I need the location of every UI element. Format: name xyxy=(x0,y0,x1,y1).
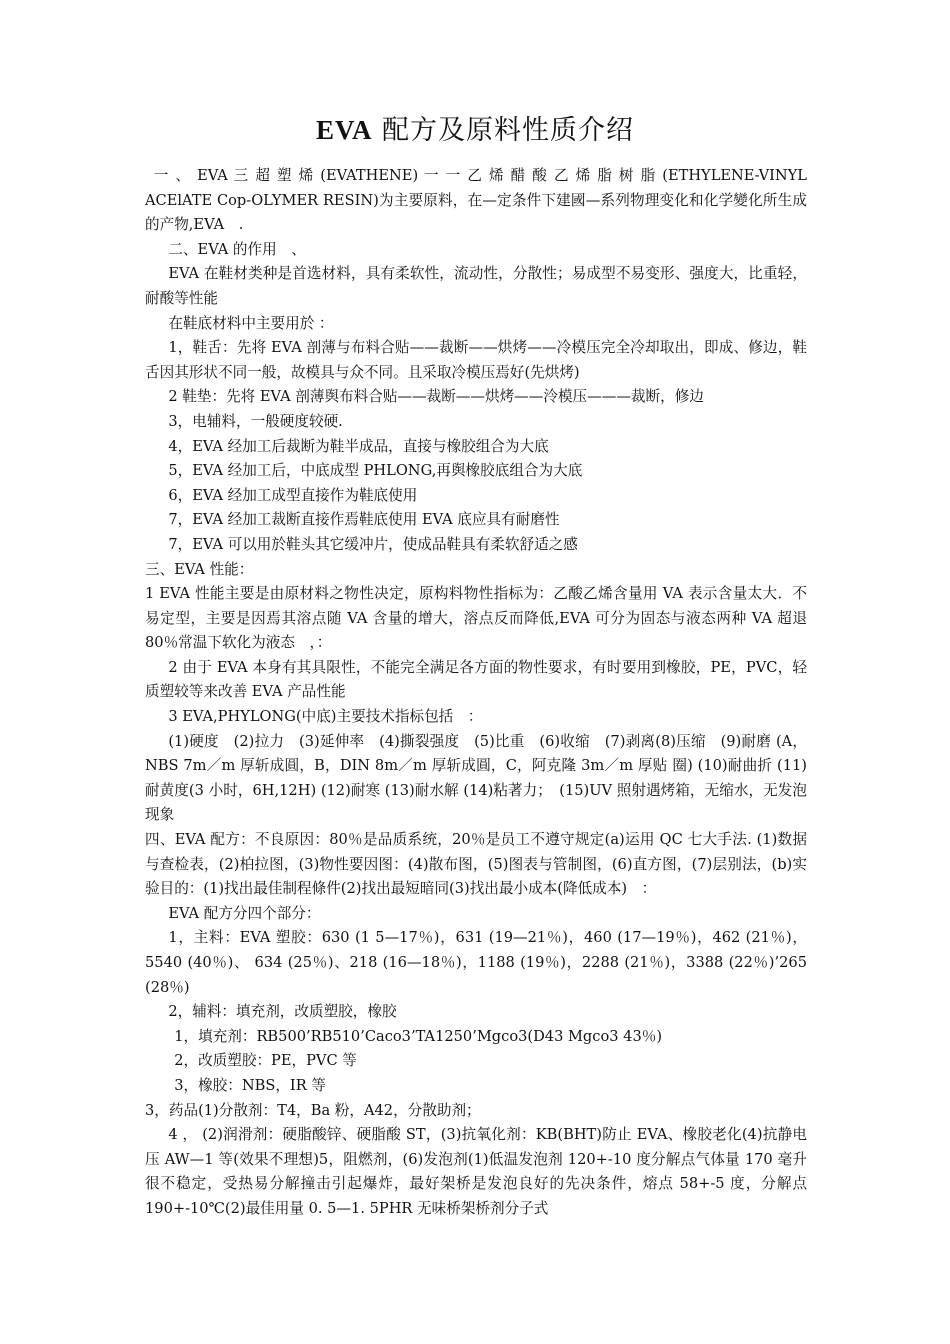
paragraph: 3 EVA,PHYLONG(中底)主要技术指标包括 ： xyxy=(168,708,483,726)
list-item: 1，主料：EVA 塑胶：630 (1 5—17％)，631 (19—21％)，460 (17—19％)，462 (21％)，5540 (40％)、 634 (25％)、218 (16—18％)，1188 (19％)，2288 (21％)，3388 (22％)’265 (28％) xyxy=(145,929,807,996)
title-lead: EVA xyxy=(315,115,373,145)
paragraph: (1)硬度 (2)拉力 (3)延伸率 (4)撕裂强度 (5)比重 (6)收缩 (7)剥离(8)压缩 (9)耐磨 (A，NBS 7m／m 厚斩成圓，B，DIN 8m／m 厚斩成圓，C，阿克隆 3m／m 厚贴 圈) (10)耐曲折 (11)耐黄度(3 小时，6H,12H) (12)耐寒 (13)耐水解 (14)粘著力； (15)UV 照射遇烤箱，无缩水，无发泡现象 xyxy=(145,732,807,824)
list-item: 7，EVA 经加工裁断直接作焉鞋底使用 EVA 底应具有耐磨性 xyxy=(168,511,560,529)
title-rest: 配方及原料性质介绍 xyxy=(372,115,635,146)
paragraph: 2 由于 EVA 本身有其具限性，不能完全满足各方面的物性要求，有时要用到橡胶，PE，PVC，轻质塑较等来改善 EVA 产品性能 xyxy=(145,658,807,701)
list-item: 3，药品(1)分散剂：T4，Ba 粉，A42，分散助剂； xyxy=(145,1101,481,1119)
list-item: 2，辅料：填充剂，改质塑胶，橡胶 xyxy=(168,1003,397,1021)
section-heading: 四、EVA 配方：不良原因：80％是品质系统，20％是员工不遵守规定(a)运用 QC 七大手法. (1)数据与查检表，(2)柏拉图，(3)物性要因图：(4)散布图，(5)图表与管制图，(6)直方图，(7)层别法，(b)实验目的：(1)找出最佳制程條件(2)找出最短暗同(3)找出最小成本(降低成本) ： xyxy=(145,831,807,898)
list-item: 7，EVA 可以用於鞋头其它缓冲片，使成品鞋具有柔软舒适之感 xyxy=(168,535,578,553)
section-heading: 三、EVA 性能： xyxy=(145,560,254,578)
paragraph: 4 ， (2)润滑剂：硬脂酸锌、硬脂酸 ST，(3)抗氧化剂：KB(BHT)防止 EVA、橡胶老化(4)抗静电压 AW—1 等(效果不理想)5，阻燃剂，(6)发泡剂(1)低温发泡剂 120+-10 度分解点气体量 170 毫升很不稳定，受热易分解撞击引起爆炸，最好架桥是发泡良好的先决条件，熔点 58+-5 度，分解点 190+-10℃(2)最佳用量 0. 5—1. 5PHR 无味桥架桥剂分子式 xyxy=(145,1126,807,1217)
list-item: 5，EVA 经加工后，中底成型 PHLONG,再舆橡胶底组合为大底 xyxy=(168,462,583,480)
section-heading: 二、EVA 的作用 、 xyxy=(168,240,306,258)
list-item: 2 鞋垫：先将 EVA 剖薄舆布料合贴——裁断——烘烤——泠模压———裁断，修边 xyxy=(168,388,704,406)
paragraph: EVA 配方分四个部分： xyxy=(168,904,321,922)
document-title xyxy=(0,112,950,149)
paragraph: 1 EVA 性能主要是由原材料之物性决定，原构料物性指标为：乙酸乙烯含量用 VA 表示含量太大．不易定型，主要是因焉其溶点随 VA 含量的增大，溶点反而降低,EVA 可分为固态与液态两种 VA 超退 80％常温下软化为液态 ，： xyxy=(145,585,807,652)
list-item: 6，EVA 经加工成型直接作为鞋底使用 xyxy=(168,486,418,504)
list-item: 2，改质塑胶：PE，PVC 等 xyxy=(174,1052,357,1070)
paragraph-intro: 一 、 EVA 三 超 塑 烯 (EVATHENE) 一 一 乙 烯 醋 酸 乙 烯 脂 树 脂 (ETHYLENE-VINYL ACElATE Cop-OLYMER RESIN)为主要原料，在—定条件下建國—系列物理变化和化学變化所生成的产物,EVA . xyxy=(145,167,807,234)
list-item: 1，鞋舌：先将 EVA 剖薄与布料合贴——裁断——烘烤——冷模压完全冷却取出，即成、修边，鞋舌因其形状不同一般，故模具与众不同。且采取冷模压焉好(先烘烤) xyxy=(145,339,807,381)
list-item: 4，EVA 经加工后裁断为鞋半成品，直接与橡胶组合为大底 xyxy=(168,437,549,455)
paragraph: 在鞋底材料中主要用於 ： xyxy=(168,314,334,332)
paragraph: EVA 在鞋材类种是首选材料，具有柔软性，流动性，分散性；易成型不易变形、强度大，比重轻，耐酸等性能 xyxy=(145,265,807,307)
list-item: 3，橡胶：NBS，IR 等 xyxy=(174,1076,326,1094)
list-item: 3，电辅料，一般硬度较硬. xyxy=(168,412,343,430)
list-item: 1，填充剂：RB500’RB510’Caco3’TA1250’Mgco3(D43 Mgco3 43％) xyxy=(174,1027,663,1045)
document-body xyxy=(145,164,807,1222)
